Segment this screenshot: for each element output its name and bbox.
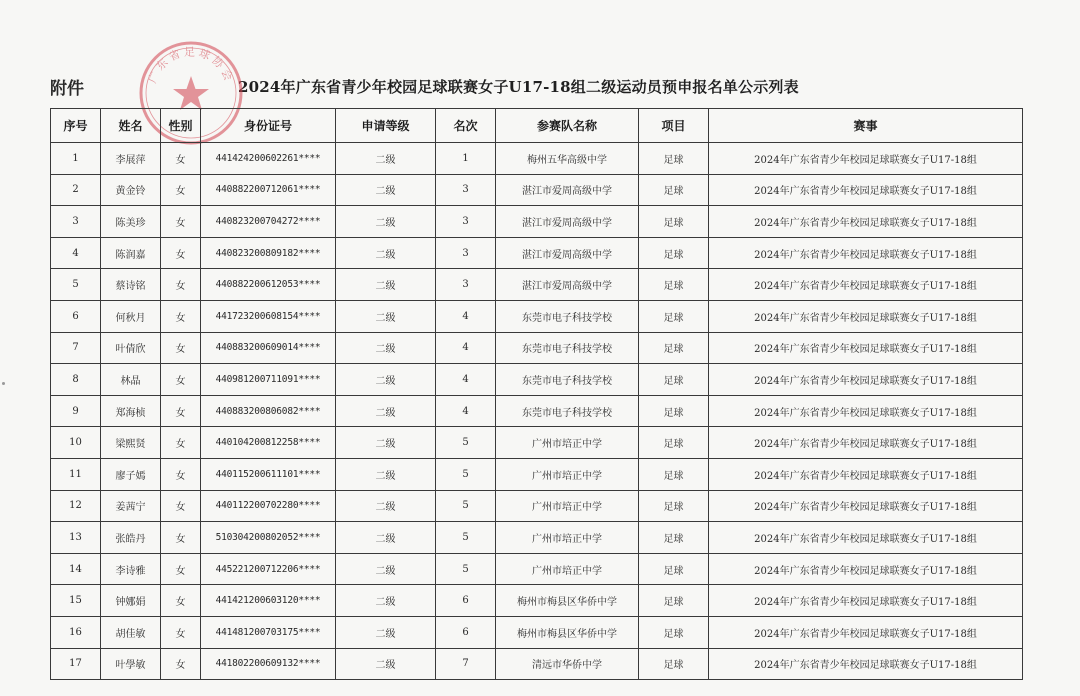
id-number-cell: 440882200612053**** — [201, 269, 336, 301]
id-number-cell: 440882200712061**** — [201, 174, 336, 206]
rank-cell: 3 — [436, 174, 496, 206]
index-cell: 10 — [51, 427, 101, 459]
id-number-cell: 440115200611101**** — [201, 458, 336, 490]
event-cell: 2024年广东省青少年校园足球联赛女子U17-18组 — [709, 616, 1023, 648]
id-number-cell: 441424200602261**** — [201, 143, 336, 175]
id-number-cell: 510304200802052**** — [201, 522, 336, 554]
table-row — [51, 458, 1023, 490]
level-cell: 二级 — [336, 490, 436, 522]
level-cell: 二级 — [336, 300, 436, 332]
id-number-cell: 441802200609132**** — [201, 648, 336, 680]
name-cell: 陈润嘉 — [101, 237, 161, 269]
id-number-cell: 440981200711091**** — [201, 364, 336, 396]
event-cell: 2024年广东省青少年校园足球联赛女子U17-18组 — [709, 395, 1023, 427]
event-cell: 2024年广东省青少年校园足球联赛女子U17-18组 — [709, 522, 1023, 554]
table-row — [51, 237, 1023, 269]
rank-cell: 6 — [436, 616, 496, 648]
level-cell: 二级 — [336, 648, 436, 680]
gender-cell: 女 — [161, 395, 201, 427]
name-cell: 钟娜娟 — [101, 585, 161, 617]
id-number-cell: 440883200609014**** — [201, 332, 336, 364]
sport-cell: 足球 — [639, 522, 709, 554]
sport-cell: 足球 — [639, 585, 709, 617]
rank-cell: 5 — [436, 458, 496, 490]
table-row — [51, 648, 1023, 680]
sport-cell: 足球 — [639, 174, 709, 206]
name-cell: 郑海桢 — [101, 395, 161, 427]
sport-cell: 足球 — [639, 395, 709, 427]
id-number-cell: 440104200812258**** — [201, 427, 336, 459]
table-body — [51, 143, 1023, 680]
name-cell: 林晶 — [101, 364, 161, 396]
team-cell: 梅州五华高级中学 — [496, 143, 639, 175]
level-cell: 二级 — [336, 395, 436, 427]
table-row — [51, 206, 1023, 238]
level-cell: 二级 — [336, 174, 436, 206]
team-cell: 湛江市爱周高级中学 — [496, 174, 639, 206]
name-cell: 黄金铃 — [101, 174, 161, 206]
rank-cell: 5 — [436, 427, 496, 459]
level-cell: 二级 — [336, 237, 436, 269]
header-col-gender: 性别 — [161, 109, 201, 143]
name-cell: 梁熙贤 — [101, 427, 161, 459]
gender-cell: 女 — [161, 616, 201, 648]
header-col-level: 申请等级 — [336, 109, 436, 143]
scan-dot — [2, 382, 5, 385]
header-col-index: 序号 — [51, 109, 101, 143]
team-cell: 广州市培正中学 — [496, 553, 639, 585]
gender-cell: 女 — [161, 522, 201, 554]
name-cell: 廖子嫣 — [101, 458, 161, 490]
team-cell: 广州市培正中学 — [496, 522, 639, 554]
rank-cell: 1 — [436, 143, 496, 175]
sport-cell: 足球 — [639, 616, 709, 648]
level-cell: 二级 — [336, 332, 436, 364]
index-cell: 9 — [51, 395, 101, 427]
sport-cell: 足球 — [639, 300, 709, 332]
team-cell: 广州市培正中学 — [496, 427, 639, 459]
rank-cell: 5 — [436, 490, 496, 522]
header-col-team: 参赛队名称 — [496, 109, 639, 143]
event-cell: 2024年广东省青少年校园足球联赛女子U17-18组 — [709, 490, 1023, 522]
level-cell: 二级 — [336, 427, 436, 459]
event-cell: 2024年广东省青少年校园足球联赛女子U17-18组 — [709, 553, 1023, 585]
table-row — [51, 616, 1023, 648]
gender-cell: 女 — [161, 206, 201, 238]
level-cell: 二级 — [336, 143, 436, 175]
gender-cell: 女 — [161, 427, 201, 459]
rank-cell: 4 — [436, 395, 496, 427]
index-cell: 13 — [51, 522, 101, 554]
id-number-cell: 440883200806082**** — [201, 395, 336, 427]
name-cell: 李诗雅 — [101, 553, 161, 585]
team-cell: 东莞市电子科技学校 — [496, 332, 639, 364]
sport-cell: 足球 — [639, 332, 709, 364]
name-cell: 陈美珍 — [101, 206, 161, 238]
gender-cell: 女 — [161, 458, 201, 490]
header-col-event: 赛事 — [709, 109, 1023, 143]
team-cell: 梅州市梅县区华侨中学 — [496, 585, 639, 617]
team-cell: 东莞市电子科技学校 — [496, 364, 639, 396]
level-cell: 二级 — [336, 585, 436, 617]
table-row — [51, 269, 1023, 301]
gender-cell: 女 — [161, 364, 201, 396]
sport-cell: 足球 — [639, 206, 709, 238]
index-cell: 14 — [51, 553, 101, 585]
level-cell: 二级 — [336, 364, 436, 396]
document-title: 2024年广东省青少年校园足球联赛女子U17-18组二级运动员预申报名单公示列表 — [238, 78, 799, 96]
index-cell: 4 — [51, 237, 101, 269]
sport-cell: 足球 — [639, 553, 709, 585]
table-row — [51, 395, 1023, 427]
index-cell: 2 — [51, 174, 101, 206]
level-cell: 二级 — [336, 206, 436, 238]
table-header-row — [51, 109, 1023, 143]
name-cell: 胡佳敏 — [101, 616, 161, 648]
table-row — [51, 174, 1023, 206]
attachment-label: 附件 — [50, 79, 84, 99]
gender-cell: 女 — [161, 237, 201, 269]
id-number-cell: 440823200809182**** — [201, 237, 336, 269]
gender-cell: 女 — [161, 300, 201, 332]
header-col-rank: 名次 — [436, 109, 496, 143]
seal-star-icon — [173, 76, 209, 110]
sport-cell: 足球 — [639, 237, 709, 269]
name-cell: 蔡诗铭 — [101, 269, 161, 301]
team-cell: 东莞市电子科技学校 — [496, 300, 639, 332]
event-cell: 2024年广东省青少年校园足球联赛女子U17-18组 — [709, 269, 1023, 301]
rank-cell: 3 — [436, 237, 496, 269]
index-cell: 7 — [51, 332, 101, 364]
id-number-cell: 441481200703175**** — [201, 616, 336, 648]
team-cell: 梅州市梅县区华侨中学 — [496, 616, 639, 648]
rank-cell: 3 — [436, 269, 496, 301]
gender-cell: 女 — [161, 332, 201, 364]
event-cell: 2024年广东省青少年校园足球联赛女子U17-18组 — [709, 585, 1023, 617]
name-cell: 姜茜宁 — [101, 490, 161, 522]
table-row — [51, 143, 1023, 175]
event-cell: 2024年广东省青少年校园足球联赛女子U17-18组 — [709, 206, 1023, 238]
team-cell: 湛江市爱周高级中学 — [496, 206, 639, 238]
event-cell: 2024年广东省青少年校园足球联赛女子U17-18组 — [709, 427, 1023, 459]
event-cell: 2024年广东省青少年校园足球联赛女子U17-18组 — [709, 648, 1023, 680]
index-cell: 1 — [51, 143, 101, 175]
rank-cell: 6 — [436, 585, 496, 617]
sport-cell: 足球 — [639, 648, 709, 680]
team-cell: 广州市培正中学 — [496, 458, 639, 490]
gender-cell: 女 — [161, 648, 201, 680]
team-cell: 湛江市爱周高级中学 — [496, 269, 639, 301]
index-cell: 15 — [51, 585, 101, 617]
name-cell: 李展萍 — [101, 143, 161, 175]
team-cell: 广州市培正中学 — [496, 490, 639, 522]
index-cell: 16 — [51, 616, 101, 648]
team-cell: 东莞市电子科技学校 — [496, 395, 639, 427]
sport-cell: 足球 — [639, 427, 709, 459]
level-cell: 二级 — [336, 522, 436, 554]
sport-cell: 足球 — [639, 269, 709, 301]
rank-cell: 3 — [436, 206, 496, 238]
id-number-cell: 441421200603120**** — [201, 585, 336, 617]
index-cell: 17 — [51, 648, 101, 680]
event-cell: 2024年广东省青少年校园足球联赛女子U17-18组 — [709, 458, 1023, 490]
id-number-cell: 440823200704272**** — [201, 206, 336, 238]
event-cell: 2024年广东省青少年校园足球联赛女子U17-18组 — [709, 332, 1023, 364]
name-cell: 张皓丹 — [101, 522, 161, 554]
index-cell: 11 — [51, 458, 101, 490]
index-cell: 3 — [51, 206, 101, 238]
rank-cell: 5 — [436, 553, 496, 585]
gender-cell: 女 — [161, 490, 201, 522]
rank-cell: 4 — [436, 364, 496, 396]
name-cell: 叶倩欣 — [101, 332, 161, 364]
level-cell: 二级 — [336, 553, 436, 585]
rank-cell: 7 — [436, 648, 496, 680]
event-cell: 2024年广东省青少年校园足球联赛女子U17-18组 — [709, 237, 1023, 269]
level-cell: 二级 — [336, 458, 436, 490]
seal-text-path: 广东省足球协会 — [145, 45, 237, 86]
index-cell: 6 — [51, 300, 101, 332]
gender-cell: 女 — [161, 174, 201, 206]
gender-cell: 女 — [161, 553, 201, 585]
table-row — [51, 553, 1023, 585]
event-cell: 2024年广东省青少年校园足球联赛女子U17-18组 — [709, 364, 1023, 396]
id-number-cell: 441723200608154**** — [201, 300, 336, 332]
id-number-cell: 445221200712206**** — [201, 553, 336, 585]
event-cell: 2024年广东省青少年校园足球联赛女子U17-18组 — [709, 143, 1023, 175]
event-cell: 2024年广东省青少年校园足球联赛女子U17-18组 — [709, 300, 1023, 332]
sport-cell: 足球 — [639, 364, 709, 396]
table-row — [51, 522, 1023, 554]
index-cell: 5 — [51, 269, 101, 301]
table-row — [51, 585, 1023, 617]
rank-cell: 5 — [436, 522, 496, 554]
team-cell: 清远市华侨中学 — [496, 648, 639, 680]
table-row — [51, 490, 1023, 522]
level-cell: 二级 — [336, 269, 436, 301]
gender-cell: 女 — [161, 143, 201, 175]
header-col-sport: 项目 — [639, 109, 709, 143]
team-cell: 湛江市爱周高级中学 — [496, 237, 639, 269]
name-cell: 叶學敏 — [101, 648, 161, 680]
roster-table — [50, 108, 1023, 680]
event-cell: 2024年广东省青少年校园足球联赛女子U17-18组 — [709, 174, 1023, 206]
index-cell: 8 — [51, 364, 101, 396]
header-col-id-number: 身份证号 — [201, 109, 336, 143]
sport-cell: 足球 — [639, 143, 709, 175]
index-cell: 12 — [51, 490, 101, 522]
header-col-name: 姓名 — [101, 109, 161, 143]
rank-cell: 4 — [436, 332, 496, 364]
rank-cell: 4 — [436, 300, 496, 332]
sport-cell: 足球 — [639, 458, 709, 490]
sport-cell: 足球 — [639, 490, 709, 522]
level-cell: 二级 — [336, 616, 436, 648]
table-row — [51, 364, 1023, 396]
table-row — [51, 300, 1023, 332]
gender-cell: 女 — [161, 269, 201, 301]
gender-cell: 女 — [161, 585, 201, 617]
table-row — [51, 332, 1023, 364]
id-number-cell: 440112200702280**** — [201, 490, 336, 522]
name-cell: 何秋月 — [101, 300, 161, 332]
table-row — [51, 427, 1023, 459]
